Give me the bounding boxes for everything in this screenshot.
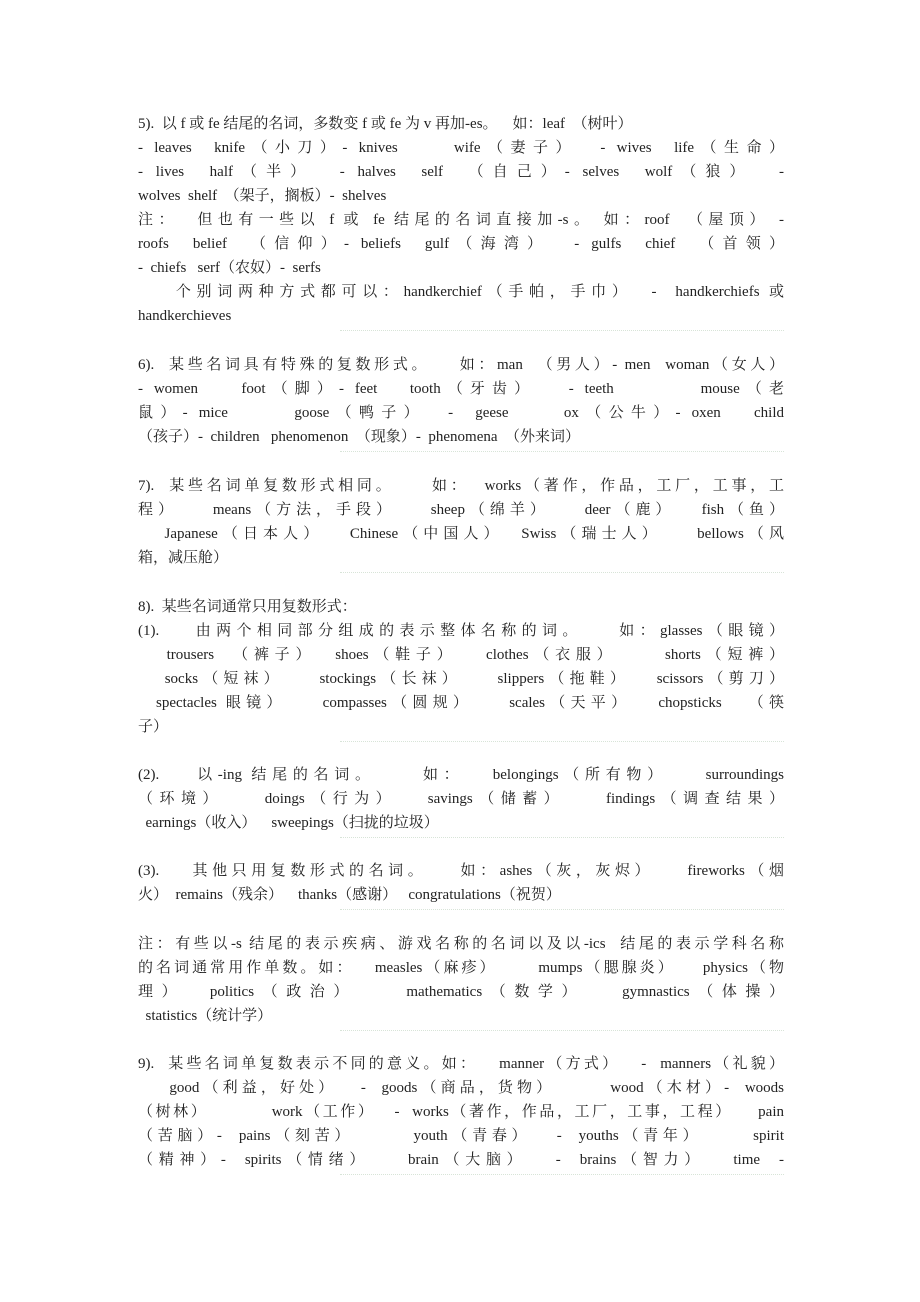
- text-line: earnings（收入） sweepings（扫拢的垃圾）: [138, 815, 439, 831]
- divider: [340, 330, 784, 331]
- divider: [340, 909, 784, 910]
- text-line: - women foot（脚）- feet tooth（牙齿） - teeth mouse（老: [138, 381, 784, 397]
- text-line: 8). 某些名词通常只用复数形式：: [138, 599, 357, 615]
- text-line: 的名词通常用作单数。如： measles（麻疹） mumps（腮腺炎） physics（物: [138, 960, 784, 976]
- text-line: 7). 某些名词单复数形式相同。 如： works（著作，作品，工厂，工事，工: [138, 478, 784, 494]
- text-line: 程） means（方法，手段） sheep（绵羊） deer（鹿） fish（鱼）: [138, 502, 784, 518]
- divider: [340, 451, 784, 452]
- text-line: （孩子）- children phenomenon （现象）- phenomena （外来词）: [138, 429, 581, 445]
- divider: [340, 837, 784, 838]
- text-line: 个别词两种方式都可以：handkerchief（手帕，手巾） - handkerchiefs 或: [138, 284, 784, 300]
- text-line: 6). 某些名词具有特殊的复数形式。 如：man （男人）- men woman（女人）: [138, 357, 784, 373]
- text-line: (1). 由两个相同部分组成的表示整体名称的词。 如：glasses（眼镜）: [138, 623, 784, 639]
- text-line: handkerchieves: [138, 308, 232, 324]
- divider: [340, 741, 784, 742]
- text-line: （树林） work（工作） - works（著作，作品，工厂，工事，工程） pain: [138, 1104, 784, 1120]
- text-line: - leaves knife（小刀）- knives wife（妻子） - wives life（生命）: [138, 140, 784, 156]
- divider: [340, 572, 784, 573]
- text-line: statistics（统计学）: [138, 1008, 273, 1024]
- text-line: spectacles 眼镜） compasses（圆规） scales（天平） chopsticks （筷: [138, 695, 784, 711]
- text-line: 子）: [138, 719, 169, 735]
- text-line: trousers （裤子） shoes（鞋子） clothes（衣服） shorts（短裤）: [138, 647, 784, 663]
- text-line: 箱，减压舱）: [138, 550, 229, 566]
- text-line: 理） politics（政治） mathematics（数学） gymnastics（体操）: [138, 984, 784, 1000]
- text-line: （环境） doings（行为） savings（储蓄） findings（调查结果）: [138, 791, 784, 807]
- text-line: - chiefs serf（农奴）- serfs: [138, 260, 321, 276]
- text-line: - lives half（半） - halves self （自己）- selves wolf（狼） -: [138, 164, 784, 180]
- text-line: (3). 其他只用复数形式的名词。 如：ashes（灰，灰烬） fireworks（烟: [138, 863, 784, 879]
- text-line: （苦脑）- pains（刻苦） youth（青春） - youths（青年） spirit: [138, 1128, 784, 1144]
- text-line: socks（短袜） stockings（长袜） slippers（拖鞋） scissors（剪刀）: [138, 671, 784, 687]
- text-line: Japanese（日本人） Chinese（中国人） Swiss（瑞士人） bellows（风: [138, 526, 784, 542]
- text-line: good（利益，好处） - goods（商品，货物） wood（木材）- woods: [138, 1080, 784, 1096]
- text-line: 注： 但也有一些以 f 或 fe 结尾的名词直接加-s。 如：roof （屋顶） -: [138, 212, 784, 228]
- text-line: （精神）- spirits（情绪） brain（大脑） - brains（智力） time -: [138, 1152, 784, 1168]
- divider: [340, 1174, 784, 1175]
- text-line: 注：有些以-s 结尾的表示疾病、游戏名称的名词以及以-ics 结尾的表示学科名称: [138, 936, 784, 952]
- text-line: 火） remains（残余） thanks（感谢） congratulations（祝贺）: [138, 887, 561, 903]
- text-line: (2). 以-ing 结尾的名词。 如： belongings（所有物） surroundings: [138, 767, 784, 783]
- text-line: 鼠）- mice goose（鸭子） - geese ox（公牛）- oxen child: [138, 405, 784, 421]
- text-line: 5). 以 f 或 fe 结尾的名词，多数变 f 或 fe 为 v 再加-es。 如：leaf （树叶）: [138, 116, 633, 132]
- text-line: roofs belief （信仰）- beliefs gulf（海湾） - gulfs chief （首领）: [138, 236, 784, 252]
- text-line: wolves shelf （架子，搁板）- shelves: [138, 188, 387, 204]
- text-line: 9). 某些名词单复数表示不同的意义。如： manner（方式） - manners（礼貌）: [138, 1056, 784, 1072]
- divider: [340, 1030, 784, 1031]
